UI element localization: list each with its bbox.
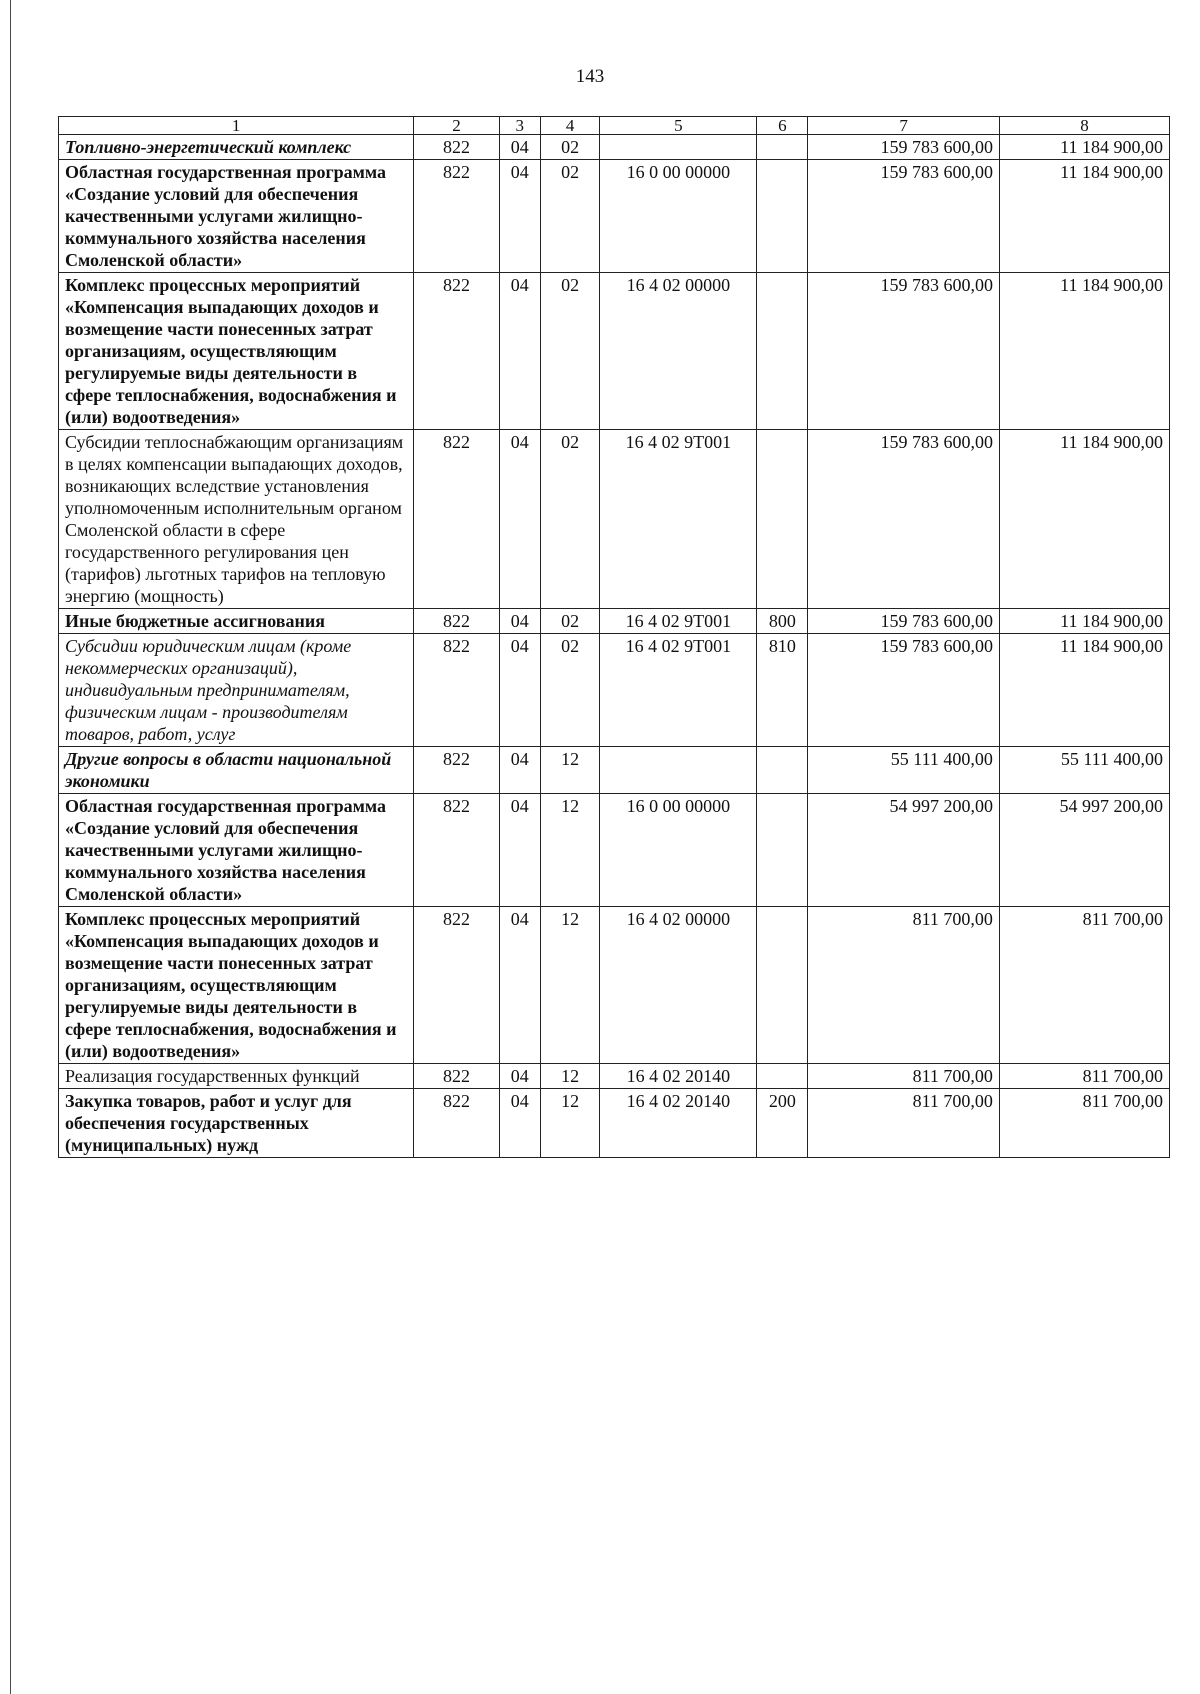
cell-section-code: 04 — [499, 430, 540, 609]
cell-target-article: 16 0 00 00000 — [600, 160, 757, 273]
cell-target-article: 16 4 02 00000 — [600, 273, 757, 430]
header-cell-3: 3 — [499, 117, 540, 135]
cell-subsection-code: 02 — [540, 135, 600, 160]
cell-amount-year-2: 811 700,00 — [999, 1064, 1169, 1089]
header-cell-6: 6 — [757, 117, 808, 135]
cell-target-article: 16 4 02 20140 — [600, 1064, 757, 1089]
cell-amount-year-1: 811 700,00 — [808, 1064, 1000, 1089]
cell-target-article: 16 4 02 20140 — [600, 1089, 757, 1158]
cell-expense-type: 810 — [757, 634, 808, 747]
cell-expense-type — [757, 794, 808, 907]
cell-amount-year-2: 11 184 900,00 — [999, 160, 1169, 273]
table-row — [59, 1089, 1170, 1158]
cell-expense-type — [757, 135, 808, 160]
page-number: 143 — [575, 66, 605, 87]
cell-section-code: 04 — [499, 1089, 540, 1158]
row-name: Субсидии теплоснабжающим организациям в целях компенсации выпадающих доходов, возникающих вследствие установления уполномоченным исполнительным органом Смоленской области в сфере государственного регулирования цен (тарифов) льготных тарифов на тепловую энергию (мощность) — [59, 430, 414, 609]
cell-ministry-code: 822 — [414, 609, 500, 634]
cell-target-article — [600, 747, 757, 794]
cell-target-article: 16 4 02 9Т001 — [600, 634, 757, 747]
cell-target-article: 16 4 02 9Т001 — [600, 609, 757, 634]
binding-edge-line — [10, 0, 11, 1694]
row-name: Закупка товаров, работ и услуг для обеспечения государственных (муниципальных) нужд — [59, 1089, 414, 1158]
cell-expense-type — [757, 1064, 808, 1089]
header-cell-8: 8 — [999, 117, 1169, 135]
header-cell-4: 4 — [540, 117, 600, 135]
cell-subsection-code: 02 — [540, 273, 600, 430]
cell-section-code: 04 — [499, 1064, 540, 1089]
cell-ministry-code: 822 — [414, 1064, 500, 1089]
row-name: Областная государственная программа «Создание условий для обеспечения качественными услугами жилищно-коммунального хозяйства населения Смоленской области» — [59, 160, 414, 273]
cell-ministry-code: 822 — [414, 160, 500, 273]
cell-subsection-code: 02 — [540, 634, 600, 747]
table-row — [59, 160, 1170, 273]
cell-ministry-code: 822 — [414, 907, 500, 1064]
cell-amount-year-2: 11 184 900,00 — [999, 135, 1169, 160]
cell-amount-year-2: 11 184 900,00 — [999, 634, 1169, 747]
cell-amount-year-1: 811 700,00 — [808, 907, 1000, 1064]
row-name: Реализация государственных функций — [59, 1064, 414, 1089]
cell-ministry-code: 822 — [414, 430, 500, 609]
cell-subsection-code: 02 — [540, 430, 600, 609]
cell-ministry-code: 822 — [414, 1089, 500, 1158]
header-cell-7: 7 — [808, 117, 1000, 135]
cell-expense-type — [757, 747, 808, 794]
cell-amount-year-1: 811 700,00 — [808, 1089, 1000, 1158]
cell-target-article — [600, 135, 757, 160]
cell-amount-year-2: 11 184 900,00 — [999, 430, 1169, 609]
cell-ministry-code: 822 — [414, 273, 500, 430]
table-row — [59, 907, 1170, 1064]
cell-amount-year-2: 11 184 900,00 — [999, 273, 1169, 430]
header-cell-5: 5 — [600, 117, 757, 135]
cell-amount-year-2: 54 997 200,00 — [999, 794, 1169, 907]
table-row — [59, 273, 1170, 430]
cell-ministry-code: 822 — [414, 634, 500, 747]
row-name: Иные бюджетные ассигнования — [59, 609, 414, 634]
cell-expense-type — [757, 907, 808, 1064]
cell-amount-year-1: 55 111 400,00 — [808, 747, 1000, 794]
budget-table — [58, 116, 1170, 1158]
cell-subsection-code: 12 — [540, 1064, 600, 1089]
cell-subsection-code: 12 — [540, 747, 600, 794]
cell-amount-year-1: 159 783 600,00 — [808, 273, 1000, 430]
cell-subsection-code: 12 — [540, 907, 600, 1064]
table-row — [59, 135, 1170, 160]
cell-expense-type — [757, 273, 808, 430]
row-name: Областная государственная программа «Создание условий для обеспечения качественными услугами жилищно-коммунального хозяйства населения Смоленской области» — [59, 794, 414, 907]
cell-subsection-code: 12 — [540, 1089, 600, 1158]
cell-section-code: 04 — [499, 747, 540, 794]
cell-section-code: 04 — [499, 907, 540, 1064]
cell-ministry-code: 822 — [414, 747, 500, 794]
cell-amount-year-1: 159 783 600,00 — [808, 609, 1000, 634]
cell-amount-year-1: 54 997 200,00 — [808, 794, 1000, 907]
row-name: Другие вопросы в области национальной экономики — [59, 747, 414, 794]
table-row — [59, 1064, 1170, 1089]
row-name: Субсидии юридическим лицам (кроме некоммерческих организаций), индивидуальным предпринимателям, физическим лицам - производителям товаров, работ, услуг — [59, 634, 414, 747]
row-name: Комплекс процессных мероприятий «Компенсация выпадающих доходов и возмещение части понесенных затрат организациям, осуществляющим регулируемые виды деятельности в сфере теплоснабжения, водоснабжения и (или) водоотведения» — [59, 907, 414, 1064]
row-name: Комплекс процессных мероприятий «Компенсация выпадающих доходов и возмещение части понесенных затрат организациям, осуществляющим регулируемые виды деятельности в сфере теплоснабжения, водоснабжения и (или) водоотведения» — [59, 273, 414, 430]
cell-amount-year-1: 159 783 600,00 — [808, 160, 1000, 273]
cell-amount-year-1: 159 783 600,00 — [808, 430, 1000, 609]
cell-amount-year-2: 11 184 900,00 — [999, 609, 1169, 634]
header-cell-2: 2 — [414, 117, 500, 135]
table-row — [59, 634, 1170, 747]
header-row — [59, 117, 1170, 135]
cell-amount-year-2: 811 700,00 — [999, 907, 1169, 1064]
cell-amount-year-2: 55 111 400,00 — [999, 747, 1169, 794]
table-row — [59, 794, 1170, 907]
cell-section-code: 04 — [499, 634, 540, 747]
cell-ministry-code: 822 — [414, 135, 500, 160]
table-row — [59, 430, 1170, 609]
table-row — [59, 747, 1170, 794]
cell-target-article: 16 4 02 9Т001 — [600, 430, 757, 609]
cell-expense-type: 200 — [757, 1089, 808, 1158]
cell-subsection-code: 02 — [540, 160, 600, 273]
header-cell-1: 1 — [59, 117, 414, 135]
cell-section-code: 04 — [499, 794, 540, 907]
cell-ministry-code: 822 — [414, 794, 500, 907]
cell-amount-year-2: 811 700,00 — [999, 1089, 1169, 1158]
cell-expense-type — [757, 160, 808, 273]
cell-target-article: 16 4 02 00000 — [600, 907, 757, 1064]
cell-amount-year-1: 159 783 600,00 — [808, 135, 1000, 160]
cell-subsection-code: 12 — [540, 794, 600, 907]
cell-section-code: 04 — [499, 160, 540, 273]
row-name: Топливно-энергетический комплекс — [59, 135, 414, 160]
cell-amount-year-1: 159 783 600,00 — [808, 634, 1000, 747]
table-row — [59, 609, 1170, 634]
cell-expense-type — [757, 430, 808, 609]
cell-target-article: 16 0 00 00000 — [600, 794, 757, 907]
cell-expense-type: 800 — [757, 609, 808, 634]
cell-section-code: 04 — [499, 609, 540, 634]
cell-section-code: 04 — [499, 135, 540, 160]
cell-subsection-code: 02 — [540, 609, 600, 634]
cell-section-code: 04 — [499, 273, 540, 430]
